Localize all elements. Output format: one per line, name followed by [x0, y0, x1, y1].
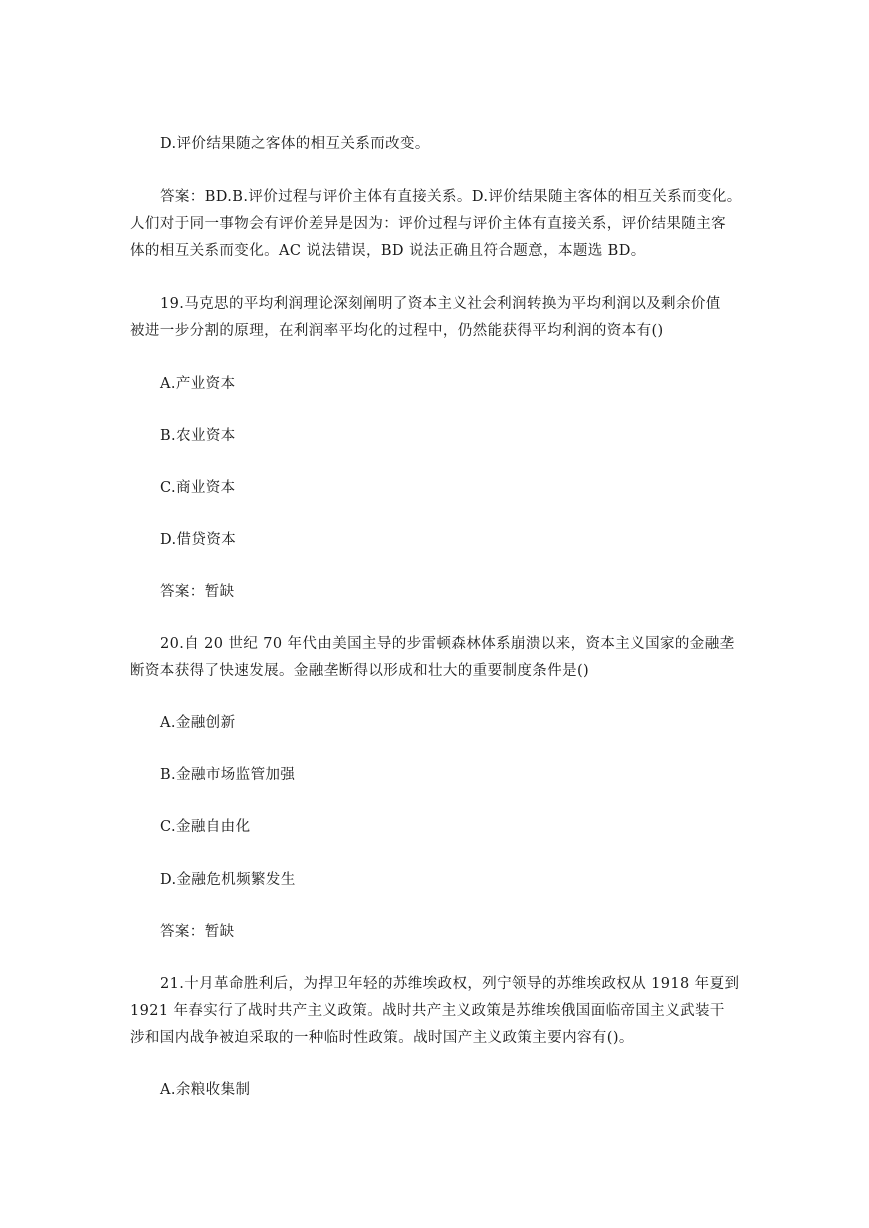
question-19-option-b: B.农业资本 [160, 428, 236, 444]
question-19-answer: 答案：暂缺 [160, 584, 235, 600]
prev-answer-line-1: 答案：BD.B.评价过程与评价主体有直接关系。D.评价结果随主客体的相互关系而变化。 [160, 189, 742, 205]
question-21-line-3: 涉和国内战争被迫采取的一种临时性政策。战时国产主义政策主要内容有()。 [130, 1030, 634, 1046]
question-21-option-a: A.余粮收集制 [160, 1082, 251, 1098]
question-20-answer: 答案：暂缺 [160, 924, 235, 940]
question-20-option-a: A.金融创新 [160, 715, 236, 731]
question-20-line-1: 20.自 20 世纪 70 年代由美国主导的步雷顿森林体系崩溃以来，资本主义国家的金融垄 [160, 636, 735, 652]
question-19-line-2: 被进一步分割的原理，在利润率平均化的过程中，仍然能获得平均利润的资本有() [130, 323, 664, 339]
prev-answer-line-2: 人们对于同一事物会有评价差异是因为：评价过程与评价主体有直接关系，评价结果随主客 [130, 216, 726, 232]
question-19-line-1: 19.马克思的平均利润理论深刻阐明了资本主义社会利润转换为平均利润以及剩余价值 [160, 296, 721, 312]
question-19-option-d: D.借贷资本 [160, 532, 237, 548]
question-19-option-c: C.商业资本 [160, 480, 236, 496]
prev-answer-line-3: 体的相互关系而变化。AC 说法错误，BD 说法正确且符合题意，本题选 BD。 [130, 243, 646, 259]
question-20-option-d: D.金融危机频繁发生 [160, 872, 296, 888]
question-20-option-c: C.金融自由化 [160, 819, 251, 835]
question-19-option-a: A.产业资本 [160, 376, 236, 392]
question-20-line-2: 断资本获得了快速发展。金融垄断得以形成和壮大的重要制度条件是() [130, 663, 590, 679]
question-20-option-b: B.金融市场监管加强 [160, 767, 296, 783]
question-21-line-2: 1921 年春实行了战时共产主义政策。战时共产主义政策是苏维埃俄国面临帝国主义武装干 [130, 1003, 725, 1019]
prev-option-d: D.评价结果随之客体的相互关系而改变。 [160, 136, 430, 152]
question-21-line-1: 21.十月革命胜利后，为捍卫年轻的苏维埃政权，列宁领导的苏维埃政权从 1918 年夏到 [160, 976, 740, 992]
